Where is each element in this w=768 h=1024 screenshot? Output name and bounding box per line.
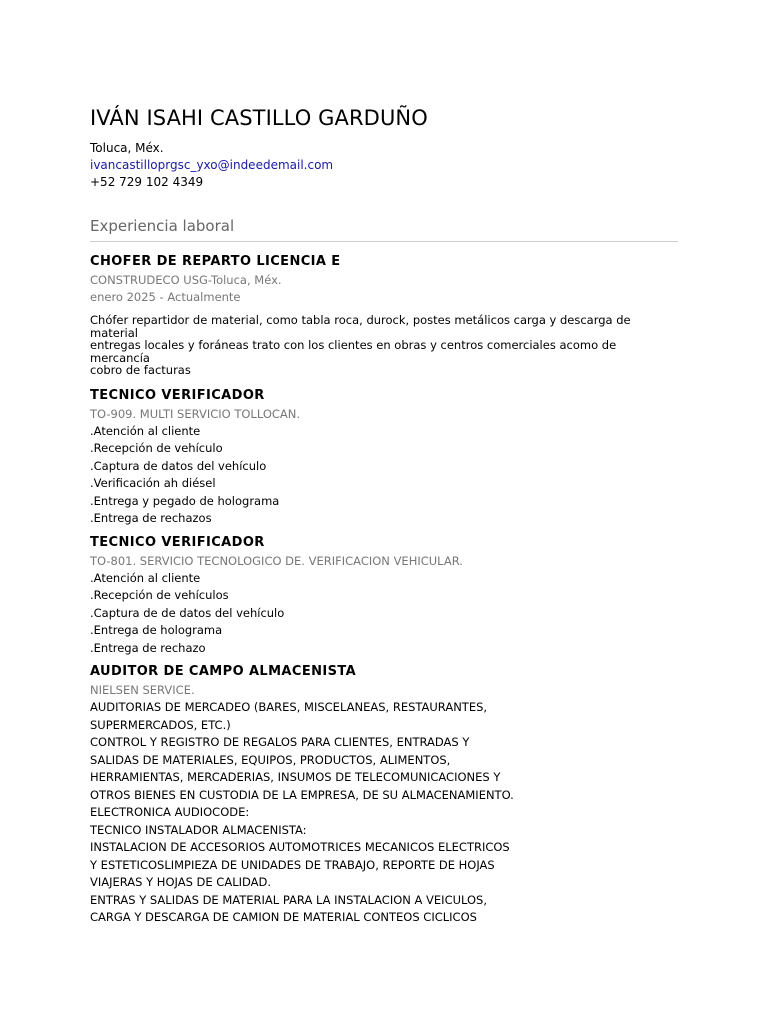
duty-line: .Verificación ah diésel: [90, 476, 216, 490]
duty-line: OTROS BIENES EN CUSTODIA DE LA EMPRESA, DE SU ALMACENAMIENTO.: [90, 787, 514, 802]
job-company: NIELSEN SERVICE.: [90, 683, 195, 697]
job-duties: [90, 699, 678, 927]
description-line: entregas locales y foráneas trato con los clientes en obras y centros comerciales acomo de mercancía: [90, 338, 617, 365]
job-title: TECNICO VERIFICADOR: [90, 387, 265, 403]
duty-line: SUPERMERCADOS, ETC.): [90, 717, 231, 732]
duty-line: .Atención al cliente: [90, 570, 201, 585]
duty-line: INSTALACION DE ACCESORIOS AUTOMOTRICES MECANICOS ELECTRICOS: [90, 840, 510, 854]
duty-line: VIAJERAS Y HOJAS DE CALIDAD.: [90, 875, 272, 889]
contact-block: [90, 140, 333, 191]
job-entry: [90, 534, 678, 658]
job-entry: [90, 387, 678, 528]
duty-line: .Recepción de vehículos: [90, 588, 229, 602]
duty-line: .Atención al cliente: [90, 423, 201, 438]
job-entry: [90, 253, 678, 377]
duty-line: TECNICO INSTALADOR ALMACENISTA:: [90, 822, 307, 837]
job-title: AUDITOR DE CAMPO ALMACENISTA: [90, 664, 357, 679]
duty-line: .Captura de datos del vehículo: [90, 458, 267, 473]
job-dates: enero 2025 - Actualmente: [90, 290, 241, 304]
job-duties: [90, 423, 678, 528]
job-list: [90, 253, 678, 933]
location: Toluca, Méx.: [90, 141, 164, 155]
duty-line: .Entrega de holograma: [90, 623, 223, 637]
duty-line: .Entrega y pegado de holograma: [90, 493, 280, 508]
candidate-name: IVÁN ISAHI CASTILLO GARDUÑO: [90, 106, 428, 130]
job-company: TO-909. MULTI SERVICIO TOLLOCAN.: [90, 406, 301, 421]
job-title: TECNICO VERIFICADOR: [90, 534, 265, 550]
phone: +52 729 102 4349: [90, 175, 204, 189]
job-title: CHOFER DE REPARTO LICENCIA E: [90, 254, 341, 269]
duty-line: CARGA Y DESCARGA DE CAMION DE MATERIAL CONTEOS CICLICOS: [90, 910, 477, 924]
duty-line: .Entrega de rechazo: [90, 640, 206, 655]
job-company: TO-801. SERVICIO TECNOLOGICO DE. VERIFICACION VEHICULAR.: [90, 553, 463, 568]
section-title-experience: Experiencia laboral: [90, 217, 678, 242]
duty-line: .Recepción de vehículo: [90, 441, 223, 455]
job-duties: [90, 570, 678, 658]
duty-line: ENTRAS Y SALIDAS DE MATERIAL PARA LA INSTALACION A VEICULOS,: [90, 892, 488, 907]
email-link[interactable]: ivancastilloprgsc_yxo@indeedemail.com: [90, 158, 334, 172]
duty-line: Y ESTETICOSLIMPIEZA DE UNIDADES DE TRABAJO, REPORTE DE HOJAS: [90, 857, 495, 872]
duty-line: HERRAMIENTAS, MERCADERIAS, INSUMOS DE TELECOMUNICACIONES Y: [90, 770, 501, 784]
duty-line: .Entrega de rechazos: [90, 511, 212, 525]
duty-line: CONTROL Y REGISTRO DE REGALOS PARA CLIENTES, ENTRADAS Y: [90, 735, 470, 749]
duty-line: ELECTRONICA AUDIOCODE:: [90, 805, 250, 819]
duty-line: SALIDAS DE MATERIALES, EQUIPOS, PRODUCTOS, ALIMENTOS,: [90, 752, 451, 767]
job-entry: [90, 663, 678, 927]
description-line: Chófer repartidor de material, como tabla roca, durock, postes metálicos carga y descarga de material: [90, 313, 631, 340]
job-company: CONSTRUDECO USG-Toluca, Méx.: [90, 273, 282, 287]
description-line: cobro de facturas: [90, 363, 191, 377]
job-description: [90, 314, 678, 377]
duty-line: AUDITORIAS DE MERCADEO (BARES, MISCELANEAS, RESTAURANTES,: [90, 700, 488, 714]
duty-line: .Captura de de datos del vehículo: [90, 605, 285, 620]
